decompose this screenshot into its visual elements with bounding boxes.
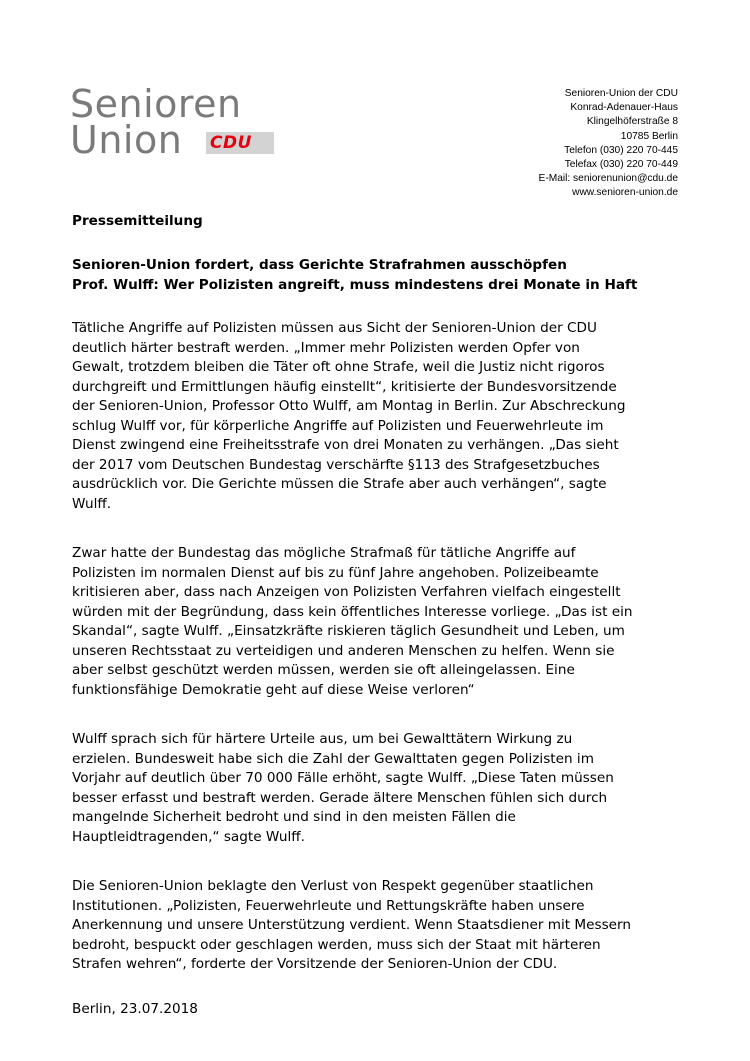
paragraph-line: der 2017 vom Deutschen Bundestag verschärfte §113 des Strafgesetzbuches xyxy=(72,456,600,473)
paragraph-line: besser erfasst und bestraft werden. Gerade ältere Menschen fühlen sich durch xyxy=(72,789,608,806)
address-line: Senioren-Union der CDU xyxy=(564,88,678,99)
paragraph-line: Zwar hatte der Bundestag das mögliche Strafmaß für tätliche Angriffe auf xyxy=(72,545,576,561)
paragraph-line: bedroht, bespuckt oder geschlagen werden, muss sich der Staat mit härteren xyxy=(72,936,601,953)
paragraph xyxy=(72,877,684,975)
paragraph-line: mangelnde Sicherheit bedroht und sind in den meisten Fällen die xyxy=(72,809,516,825)
paragraph xyxy=(72,730,684,847)
paragraph-line: Anerkennung und unsere Unterstützung verdient. Wenn Staatsdiener mit Messern xyxy=(72,917,632,933)
cdu-badge xyxy=(206,132,274,154)
paragraph-line: Institutionen. „Polizisten, Feuerwehrleute und Rettungskräfte haben unsere xyxy=(72,897,585,914)
cdu-badge-text: CDU xyxy=(210,133,252,153)
address-line: Konrad-Adenauer-Haus xyxy=(570,102,678,114)
address-line: Klingelhöferstraße 8 xyxy=(586,116,678,128)
paragraph-line: Wulff. xyxy=(72,495,112,512)
paragraph-line: kritisieren aber, dass nach Anzeigen von Polizisten Verfahren vielfach eingestellt xyxy=(72,584,621,600)
paragraph-line: Die Senioren-Union beklagte den Verlust von Respekt gegenüber staatlichen xyxy=(72,878,594,894)
paragraph-line: deutlich härter bestraft werden. „Immer mehr Polizisten werden Opfer von xyxy=(72,339,580,356)
paragraph-line: Wulff sprach sich für härtere Urteile aus, um bei Gewalttätern Wirkung zu xyxy=(72,731,573,747)
paragraph-line: durchgreift und Ermittlungen häufig einstellt“, kritisierte der Bundesvorsitzende xyxy=(72,378,617,395)
paragraph-line: Tätliche Angriffe auf Polizisten müssen aus Sicht der Senioren-Union der CDU xyxy=(72,320,597,336)
paragraph-line: Vorjahr auf deutlich über 70 000 Fälle erhöht, sagte Wulff. „Diese Taten müssen xyxy=(72,770,614,786)
paragraph-line: ausdrücklich vor. Die Gerichte müssen die Strafe aber auch verhängen“, sagte xyxy=(72,476,607,492)
paragraph-line: unseren Rechtsstaat zu verteidigen und anderen Menschen zu helfen. Wenn sie xyxy=(72,642,615,659)
paragraph-line: Hauptleidtragenden,“ sagte Wulff. xyxy=(72,828,305,845)
paragraph-line: erzielen. Bundesweit habe sich die Zahl der Gewalttaten gegen Polizisten im xyxy=(72,750,594,767)
paragraph-line: der Senioren-Union, Professor Otto Wulff, am Montag in Berlin. Zur Abschreckung xyxy=(72,398,626,414)
address-line: Telefax (030) 220 70-449 xyxy=(564,159,678,171)
paragraph-line: funktionsfähige Demokratie geht auf diese Weise verloren“ xyxy=(72,681,475,698)
headline-line: Senioren-Union fordert, dass Gerichte Strafrahmen ausschöpfen xyxy=(72,257,567,273)
paragraph-line: schlug Wulff vor, für körperliche Angriffe auf Polizisten und Feuerwehrleute im xyxy=(72,417,604,434)
address-line: 10785 Berlin xyxy=(620,130,678,142)
paragraph-line: Skandal“, sagte Wulff. „Einsatzkräfte riskieren täglich Gesundheit und Leben, um xyxy=(72,623,625,639)
paragraph-line: Strafen wehren“, forderte der Vorsitzende der Senioren-Union der CDU. xyxy=(72,956,558,972)
paragraph-line: würden mit der Begründung, dass kein öffentliches Interesse vorliege. „Das ist ein xyxy=(72,603,633,620)
document-label: Pressemitteilung xyxy=(72,213,203,229)
paragraph-line: Dienst zwingend eine Freiheitsstrafe von drei Monaten zu verhängen. „Das sieht xyxy=(72,437,619,453)
paragraph xyxy=(72,544,684,700)
address-email: E-Mail: seniorenunion@cdu.de xyxy=(538,173,678,185)
headline-line: Prof. Wulff: Wer Polizisten angreift, muss mindestens drei Monate in Haft xyxy=(72,276,638,293)
logo-word-senioren: Senioren xyxy=(70,82,242,126)
senioren-union-logo xyxy=(70,82,275,162)
address-line: Telefon (030) 220 70-445 xyxy=(564,144,678,156)
sender-address-block xyxy=(539,87,678,201)
paragraph-line: Gewalt, trotzdem bleiben die Täter oft ohne Strafe, weil die Justiz nicht rigoros xyxy=(72,359,605,375)
paragraph-line: aber selbst geschützt werden müssen, werden sie oft alleingelassen. Eine xyxy=(72,662,575,678)
paragraph xyxy=(72,319,684,514)
paragraph-line: Polizisten im normalen Dienst auf bis zu fünf Jahre angehoben. Polizeibeamte xyxy=(72,564,599,581)
release-date: Berlin, 23.07.2018 xyxy=(72,1001,198,1017)
logo-word-union: Union xyxy=(70,118,183,162)
address-website: www.senioren-union.de xyxy=(572,187,678,199)
headline xyxy=(72,256,637,295)
